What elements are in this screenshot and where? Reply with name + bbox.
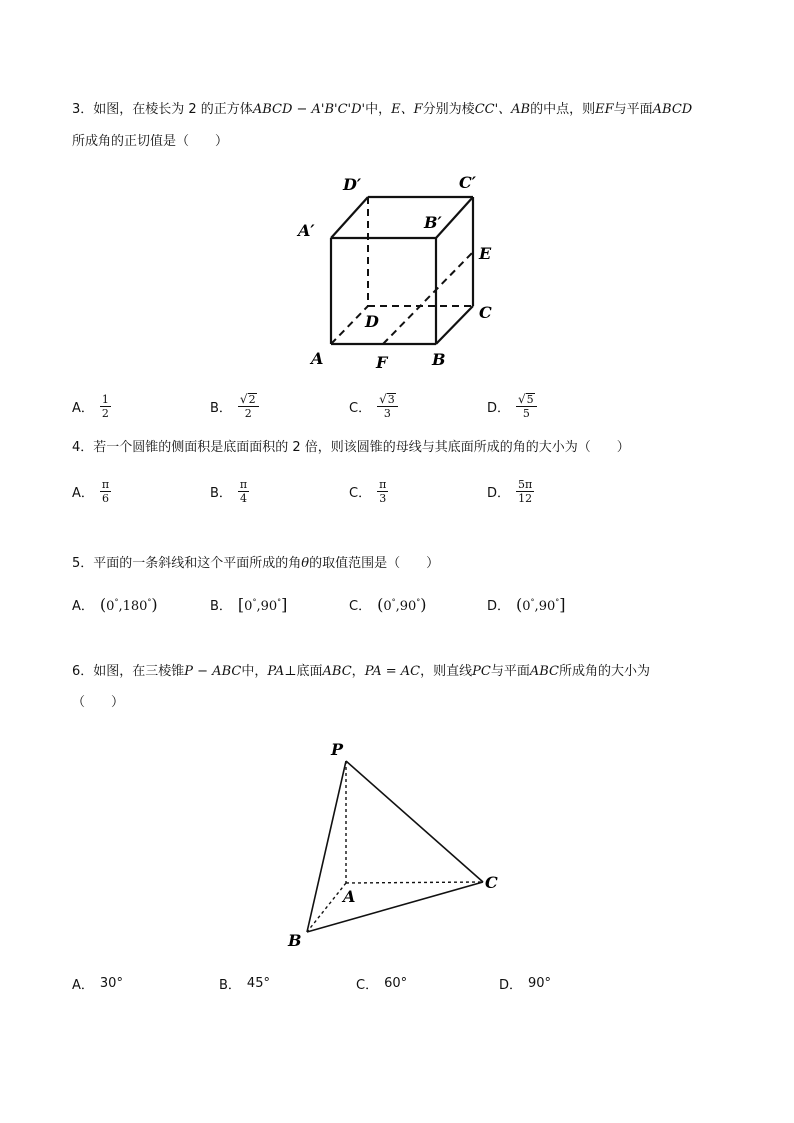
option-label: A． — [72, 485, 94, 501]
interval-high: 90 — [538, 598, 556, 614]
denominator: 3 — [379, 491, 387, 505]
q6-text: ， — [351, 664, 365, 679]
q3-text: 的中点，则 — [530, 102, 596, 117]
q4-option-a[interactable] — [72, 474, 111, 508]
denominator: 3 — [383, 406, 391, 420]
bracket-close: ) — [151, 594, 158, 614]
label-B: B — [432, 350, 446, 369]
q5-option-a[interactable] — [72, 587, 158, 621]
q6-pyramid-name: P − ABC — [184, 664, 242, 679]
bracket-close: ) — [420, 594, 427, 614]
q3-segment: EF — [595, 102, 614, 117]
q6-option-b[interactable] — [219, 966, 270, 1000]
q6-line-pc: PC — [472, 664, 491, 679]
option-label: B． — [219, 977, 241, 993]
label-D-prime: D′ — [343, 175, 362, 194]
bracket-open: ( — [516, 594, 523, 614]
q5-option-b[interactable] — [210, 587, 287, 621]
denominator: 2 — [101, 406, 109, 420]
label-D: D — [365, 312, 379, 331]
degree-sign: ° — [530, 597, 535, 607]
interval-low: 0 — [106, 598, 115, 614]
radicand: 5 — [526, 392, 534, 406]
q4-option-d[interactable] — [487, 474, 534, 508]
q6-option-c[interactable] — [356, 966, 407, 1000]
q4-option-c[interactable] — [349, 474, 388, 508]
degree-sign: ° — [416, 597, 421, 607]
q4-stem: 4．若一个圆锥的侧面积是底面面积的 2 倍，则该圆锥的母线与其底面所成的角的大小为（ ） — [72, 440, 630, 455]
q3-text: 中， — [365, 102, 392, 117]
denominator: 4 — [240, 491, 248, 505]
interval-high: 90 — [399, 598, 417, 614]
label-P: P — [331, 740, 344, 759]
option-label: B． — [210, 485, 232, 501]
option-label: B． — [210, 400, 232, 416]
option-value: 45° — [246, 975, 270, 991]
option-label: D． — [499, 977, 523, 993]
q3-text: 与平面 — [613, 102, 653, 117]
option-label: A． — [72, 977, 94, 993]
option-label: C． — [349, 485, 372, 501]
fraction — [238, 478, 249, 505]
option-value: 90° — [528, 975, 552, 991]
q3-text: 分别为棱 — [422, 102, 475, 117]
q6-text: 中， — [241, 664, 268, 679]
denominator: 6 — [102, 491, 110, 505]
denominator: 5 — [522, 406, 530, 420]
degree-sign: ° — [391, 597, 396, 607]
q5-text: 的取值范围是（ ） — [309, 556, 440, 571]
q3-cube-name: ABCD − A'B'C'D' — [252, 102, 366, 117]
degree-sign: ° — [252, 597, 257, 607]
q3-option-b[interactable] — [210, 389, 259, 423]
q6-equality: PA = AC — [364, 664, 421, 679]
interval-high: 180 — [122, 598, 148, 614]
bracket-open: ( — [99, 594, 107, 614]
q3-text: 3．如图，在棱长为 2 的正方体 — [72, 102, 253, 117]
bracket-close: ] — [281, 594, 288, 614]
interval: [0°,90°] — [237, 594, 288, 614]
q3-plane: ABCD — [652, 102, 693, 117]
q6-stem-line2: （ ） — [72, 695, 125, 710]
label-A-prime: A′ — [298, 221, 315, 240]
interval: (0°,90°] — [516, 594, 566, 614]
q3-option-d[interactable] — [487, 389, 537, 423]
option-label: C． — [349, 400, 372, 416]
degree-sign: ° — [147, 597, 152, 607]
numerator: π — [379, 477, 387, 491]
interval-low: 0 — [244, 598, 253, 614]
radicand: 2 — [248, 392, 256, 406]
interval: (0°,90°) — [377, 594, 427, 614]
label-E: E — [479, 244, 492, 263]
sqrt: √ 2 — [239, 391, 256, 406]
degree-sign: ° — [277, 597, 282, 607]
q6-stem-line1 — [72, 663, 650, 681]
option-label: C． — [356, 977, 379, 993]
numerator: π — [239, 477, 248, 491]
sqrt: √ 3 — [379, 391, 395, 406]
option-label: C． — [349, 598, 372, 614]
option-label: A． — [72, 598, 94, 614]
fraction — [100, 393, 111, 420]
fraction — [238, 393, 259, 420]
q3-stem-line2: 所成角的正切值是（ ） — [72, 134, 229, 149]
numerator: 5π — [518, 477, 533, 491]
numerator: 1 — [101, 392, 109, 406]
q3-points-ef: E、F — [391, 102, 423, 117]
q4-option-b[interactable] — [210, 474, 249, 508]
label-C-prime: C′ — [459, 173, 476, 192]
option-value: 30° — [99, 975, 123, 991]
interval-high: 90 — [260, 598, 278, 614]
fraction — [377, 393, 398, 420]
q6-base: ABC — [322, 664, 352, 679]
degree-sign: ° — [114, 597, 119, 607]
label-C: C — [485, 873, 498, 892]
q3-option-a[interactable] — [72, 389, 111, 423]
q5-text: 5．平面的一条斜线和这个平面所成的角 — [72, 556, 302, 571]
option-value: 60° — [384, 975, 408, 991]
pyramid-figure — [280, 730, 520, 955]
q5-theta: θ — [301, 556, 310, 571]
fraction — [516, 478, 534, 505]
label-B: B — [288, 931, 302, 950]
q5-stem — [72, 555, 439, 573]
option-label: B． — [210, 598, 232, 614]
interval: (0°,180°) — [99, 594, 158, 614]
sqrt: √ 5 — [518, 391, 534, 406]
denominator: 12 — [518, 491, 533, 505]
label-F: F — [376, 353, 388, 372]
degree-sign: ° — [555, 597, 560, 607]
q3-stem-line1 — [72, 101, 692, 119]
q6-text: ，则直线 — [420, 664, 473, 679]
label-A: A — [343, 887, 356, 906]
option-label: A． — [72, 400, 94, 416]
q5-option-c[interactable] — [349, 587, 427, 621]
label-C: C — [479, 303, 492, 322]
fraction — [377, 478, 388, 505]
fraction — [516, 393, 537, 420]
fraction — [100, 478, 111, 505]
q6-plane: ABC — [529, 664, 559, 679]
q3-option-c[interactable] — [349, 389, 398, 423]
numerator: π — [101, 477, 110, 491]
bracket-open: ( — [377, 594, 384, 614]
q6-text: 底面 — [296, 664, 323, 679]
q3-edges: CC'、AB — [474, 102, 531, 117]
interval-low: 0 — [522, 598, 531, 614]
q6-text: 与平面 — [490, 664, 530, 679]
bracket-open: [ — [237, 594, 245, 614]
cube-figure — [290, 168, 510, 378]
q6-perpendicular: PA⊥ — [267, 664, 297, 679]
option-label: D． — [487, 400, 511, 416]
denominator: 2 — [244, 406, 252, 420]
q6-option-a[interactable] — [72, 966, 123, 1000]
q6-text: 6．如图，在三棱锥 — [72, 664, 185, 679]
label-A: A — [311, 349, 324, 368]
q6-text: 所成角的大小为 — [559, 664, 651, 679]
q6-option-d[interactable] — [499, 966, 551, 1000]
label-B-prime: B′ — [424, 213, 442, 232]
interval-low: 0 — [383, 598, 392, 614]
radicand: 3 — [387, 392, 395, 406]
q5-option-d[interactable] — [487, 587, 565, 621]
option-label: D． — [487, 598, 511, 614]
option-label: D． — [487, 485, 511, 501]
bracket-close: ] — [559, 594, 566, 614]
